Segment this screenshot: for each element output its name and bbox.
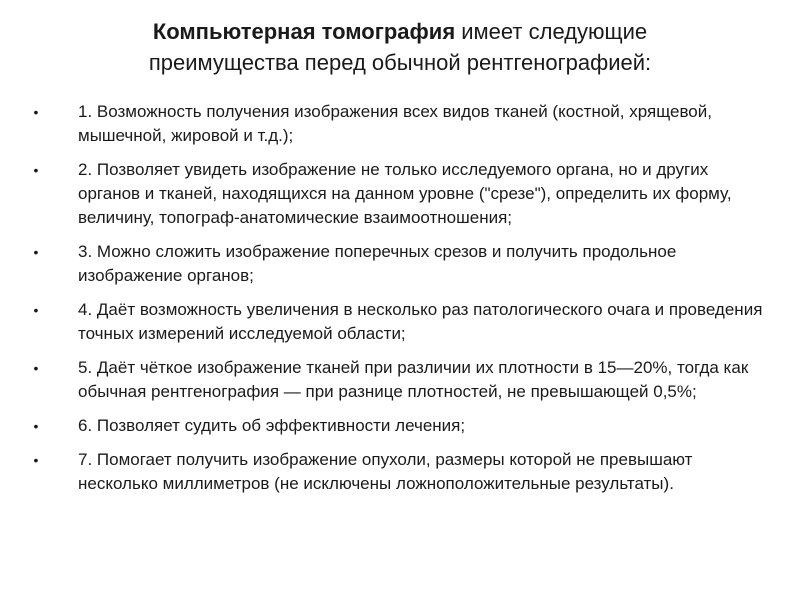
list-item-text: 1. Возможность получения изображения всех видов тканей (костной, хрящевой, мышечной, жировой и т.д.); [78,102,712,145]
list-item-text: 4. Даёт возможность увеличения в несколько раз патологического очага и проведения точных измерений исследуемой области; [78,300,763,343]
slide-title [40,16,760,78]
list-item [22,448,772,496]
list-item [22,356,772,404]
advantages-list [22,100,772,506]
list-item [22,414,772,438]
bullet-icon: • [33,360,39,376]
bullet-icon: • [33,302,39,318]
list-item [22,298,772,346]
list-item [22,158,772,230]
list-item-text: 2. Позволяет увидеть изображение не только исследуемого органа, но и других органов и тканей, находящихся на данном уровне ("срезе"), определить их форму, величину, топограф-анатомические взаимоотношения; [78,160,732,227]
bullet-icon: • [33,452,39,468]
title-second-line: преимущества перед обычной рентгенографией: [148,50,652,75]
list-item-text: 7. Помогает получить изображение опухоли, размеры которой не превышают несколько миллиметров (не исключены ложноположительные результаты). [78,450,693,493]
list-item [22,100,772,148]
bullet-icon: • [33,104,39,120]
bullet-icon: • [33,162,39,178]
list-item [22,240,772,288]
bullet-icon: • [33,418,39,434]
list-item-text: 5. Даёт чёткое изображение тканей при различии их плотности в 15—20%, тогда как обычная рентгенография — при разнице плотностей, не превышающей 0,5%; [78,358,749,401]
title-rest-part: имеет следующие [455,19,648,44]
title-bold-part: Компьютерная томография [152,19,456,44]
bullet-icon: • [33,244,39,260]
list-item-text: 3. Можно сложить изображение поперечных срезов и получить продольное изображение органов; [78,242,677,285]
list-item-text: 6. Позволяет судить об эффективности лечения; [78,416,466,435]
